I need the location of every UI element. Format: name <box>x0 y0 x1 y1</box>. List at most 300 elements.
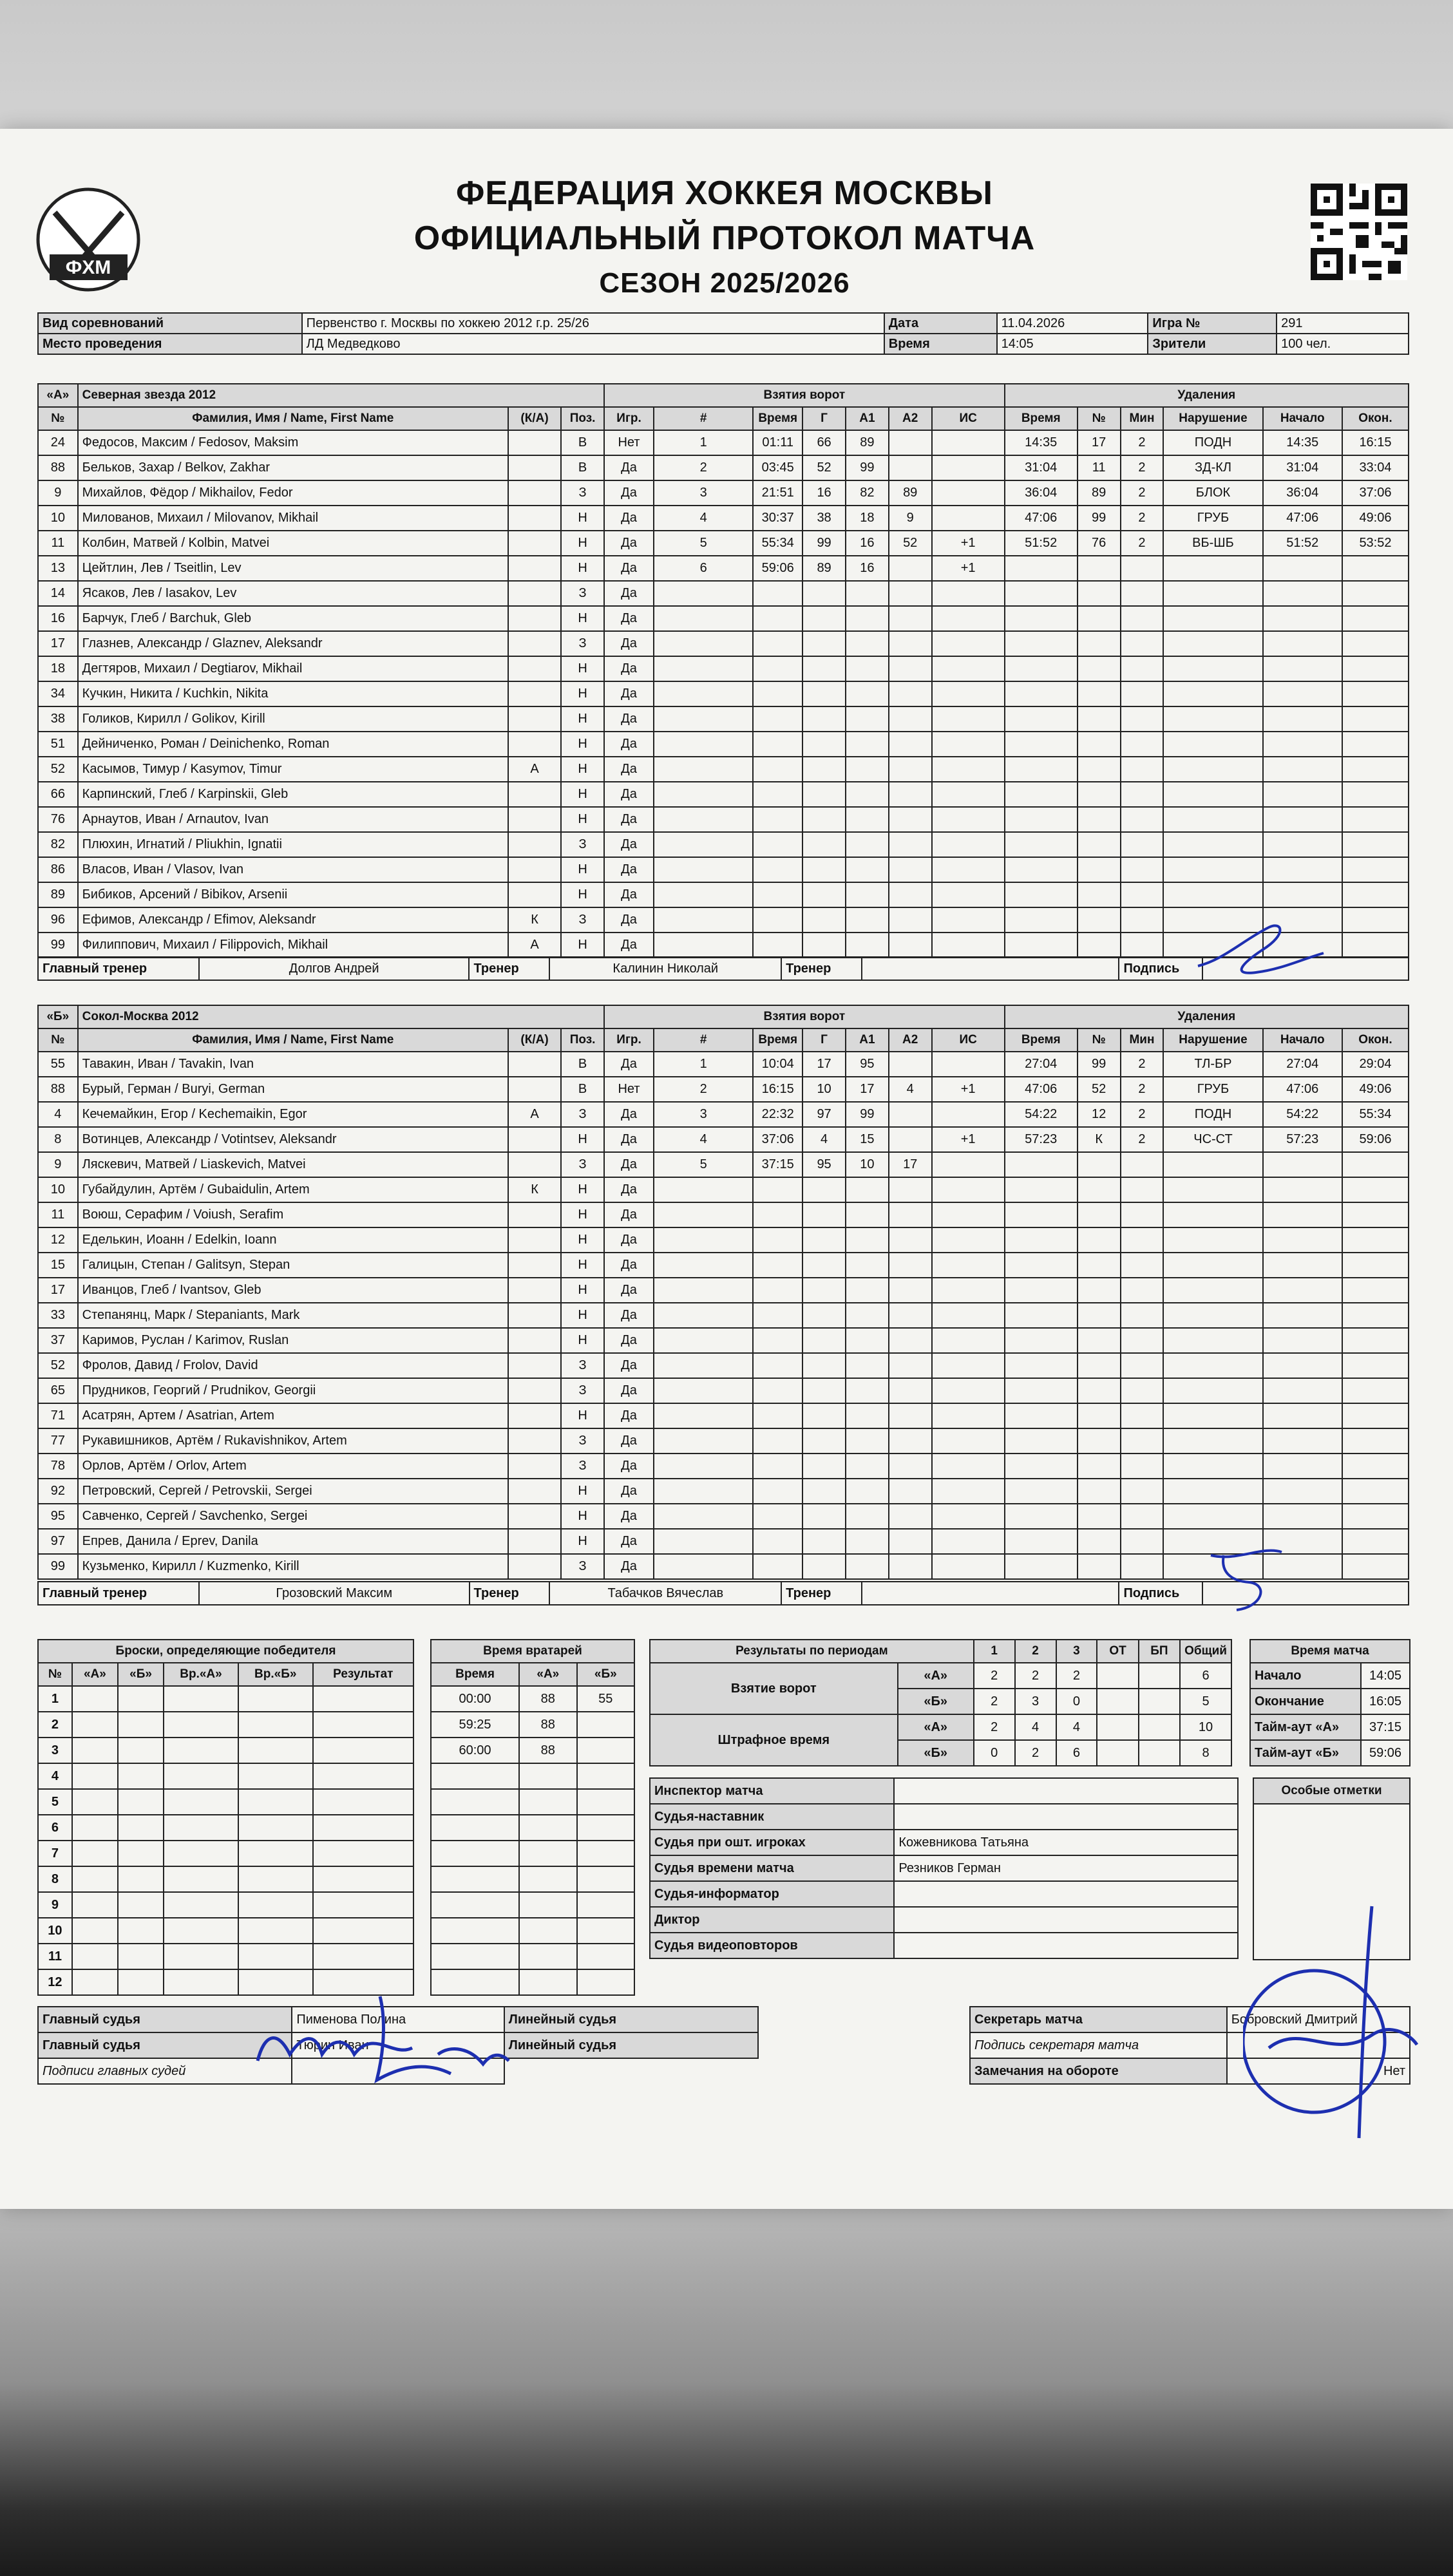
goal-time <box>753 681 802 706</box>
goal-a1 <box>846 857 889 882</box>
player-played: Да <box>604 706 654 732</box>
penalty-no <box>1078 1202 1121 1227</box>
period-value: 0 <box>974 1740 1015 1766</box>
player-number: 24 <box>38 430 78 455</box>
penalty-violation <box>1163 1202 1262 1227</box>
player-position: Н <box>561 1504 604 1529</box>
period-value <box>1139 1714 1180 1740</box>
shootout-cell <box>164 1789 238 1815</box>
penalty-end <box>1342 933 1409 958</box>
player-played: Нет <box>604 430 654 455</box>
shootout-cell <box>238 1712 313 1738</box>
penalty-start <box>1263 732 1342 757</box>
penalty-min <box>1121 1328 1164 1353</box>
player-row <box>38 1428 1409 1454</box>
player-row <box>38 1328 1409 1353</box>
player-played: Да <box>604 1554 654 1579</box>
goal-a1 <box>846 1278 889 1303</box>
penalty-violation <box>1163 1152 1262 1177</box>
player-played: Да <box>604 907 654 933</box>
goalie-time: 60:00 <box>431 1738 519 1763</box>
referees-sign-area <box>292 2058 504 2084</box>
player-number: 17 <box>38 631 78 656</box>
coach-label-2: Тренер <box>781 957 862 980</box>
goal-n: 4 <box>654 506 753 531</box>
goal-g <box>802 933 846 958</box>
penalty-end <box>1342 907 1409 933</box>
period-value <box>1097 1689 1138 1714</box>
player-played: Да <box>604 631 654 656</box>
penalty-min <box>1121 1378 1164 1403</box>
shootout-cell <box>238 1969 313 1995</box>
player-ka <box>508 1127 561 1152</box>
goalie-b <box>577 1892 634 1918</box>
player-played: Нет <box>604 1077 654 1102</box>
goal-n <box>654 1554 753 1579</box>
player-ka <box>508 1403 561 1428</box>
goal-a1 <box>846 1403 889 1428</box>
coach-name-2 <box>862 957 1119 980</box>
match-info-table <box>37 312 1409 355</box>
goalie-b <box>577 1866 634 1892</box>
goal-n <box>654 1428 753 1454</box>
player-ka: А <box>508 1102 561 1127</box>
penalty-start <box>1263 807 1342 832</box>
shootout-cell <box>313 1789 413 1815</box>
player-ka <box>508 882 561 907</box>
goal-n <box>654 1403 753 1428</box>
goal-a1 <box>846 907 889 933</box>
shootout-cell <box>313 1841 413 1866</box>
penalty-min <box>1121 907 1164 933</box>
player-position: Н <box>561 1328 604 1353</box>
official-row <box>650 1907 1238 1933</box>
goal-is <box>932 1504 1005 1529</box>
period-value: 2 <box>974 1714 1015 1740</box>
secretary-label: Секретарь матча <box>970 2007 1227 2032</box>
penalty-no <box>1078 1303 1121 1328</box>
shootout-cell <box>72 1738 118 1763</box>
penalty-violation <box>1163 681 1262 706</box>
penalty-end <box>1342 757 1409 782</box>
penalty-violation: ГРУБ <box>1163 506 1262 531</box>
goal-a2 <box>889 782 932 807</box>
penalty-end <box>1342 1353 1409 1378</box>
goal-n <box>654 1479 753 1504</box>
shootout-cell <box>118 1763 164 1789</box>
goal-g: 4 <box>802 1127 846 1152</box>
penalty-no: 99 <box>1078 1052 1121 1077</box>
goalie-a <box>519 1841 577 1866</box>
player-number: 96 <box>38 907 78 933</box>
penalty-no: 11 <box>1078 455 1121 480</box>
penalty-end <box>1342 1278 1409 1303</box>
team-b-table <box>37 1005 1409 1580</box>
goal-g <box>802 832 846 857</box>
player-number: 4 <box>38 1102 78 1127</box>
official-label: Судья времени матча <box>650 1855 894 1881</box>
logo-text: ФХМ <box>65 257 111 278</box>
referees-table <box>37 2006 759 2085</box>
shootout-number: 6 <box>38 1815 72 1841</box>
player-name: Голиков, Кирилл / Golikov, Kirill <box>78 706 508 732</box>
goal-n <box>654 1227 753 1253</box>
player-number: 66 <box>38 782 78 807</box>
player-row <box>38 782 1409 807</box>
col-header-time: Время <box>753 407 802 430</box>
goal-a1: 16 <box>846 556 889 581</box>
shootout-cell <box>72 1763 118 1789</box>
goal-a1: 99 <box>846 1102 889 1127</box>
player-position: Н <box>561 1253 604 1278</box>
penalty-end <box>1342 1177 1409 1202</box>
goal-g: 89 <box>802 556 846 581</box>
penalty-start: 57:23 <box>1263 1127 1342 1152</box>
goal-a1 <box>846 732 889 757</box>
goal-n <box>654 1177 753 1202</box>
penalty-time <box>1005 656 1078 681</box>
player-ka <box>508 1378 561 1403</box>
goal-time <box>753 907 802 933</box>
shootout-cell <box>238 1944 313 1969</box>
goal-n <box>654 1328 753 1353</box>
player-number: 14 <box>38 581 78 606</box>
penalty-min: 2 <box>1121 1102 1164 1127</box>
goalie-a: 88 <box>519 1712 577 1738</box>
penalty-min <box>1121 1504 1164 1529</box>
period-team: «Б» <box>898 1740 974 1766</box>
shootout-row <box>38 1866 413 1892</box>
penalty-start <box>1263 1403 1342 1428</box>
player-number: 92 <box>38 1479 78 1504</box>
penalty-no: 17 <box>1078 430 1121 455</box>
goals-header: Взятия ворот <box>604 1005 1005 1028</box>
player-row <box>38 1227 1409 1253</box>
goal-is <box>932 1554 1005 1579</box>
shootout-cell <box>72 1866 118 1892</box>
goal-n <box>654 581 753 606</box>
goal-n <box>654 631 753 656</box>
penalty-no <box>1078 1529 1121 1554</box>
penalty-end <box>1342 1529 1409 1554</box>
goal-g <box>802 1504 846 1529</box>
player-number: 34 <box>38 681 78 706</box>
goal-g <box>802 1353 846 1378</box>
penalty-start <box>1263 882 1342 907</box>
player-position: Н <box>561 1479 604 1504</box>
penalty-end <box>1342 706 1409 732</box>
period-team: «А» <box>898 1714 974 1740</box>
goal-a1 <box>846 1479 889 1504</box>
match-time-value: 59:06 <box>1361 1740 1410 1766</box>
penalty-end <box>1342 581 1409 606</box>
goal-a2 <box>889 1102 932 1127</box>
goal-is <box>932 1278 1005 1303</box>
goal-g <box>802 1378 846 1403</box>
penalty-start <box>1263 782 1342 807</box>
match-time-value: 37:15 <box>1361 1714 1410 1740</box>
col-header-no: № <box>38 1028 78 1052</box>
penalty-min <box>1121 1479 1164 1504</box>
player-row <box>38 430 1409 455</box>
player-name: Воюш, Серафим / Voiush, Serafim <box>78 1202 508 1227</box>
head-coach-name: Грозовский Максим <box>199 1582 470 1605</box>
penalty-no <box>1078 1353 1121 1378</box>
shootout-cell <box>72 1944 118 1969</box>
goal-is <box>932 882 1005 907</box>
player-name: Кузьменко, Кирилл / Kuzmenko, Kirill <box>78 1554 508 1579</box>
penalty-no: 52 <box>1078 1077 1121 1102</box>
penalty-no <box>1078 1177 1121 1202</box>
penalty-time <box>1005 631 1078 656</box>
period-value: 4 <box>1056 1714 1097 1740</box>
qr-code-icon <box>1311 184 1407 280</box>
shootout-cell <box>72 1841 118 1866</box>
goal-time <box>753 1378 802 1403</box>
player-number: 99 <box>38 1554 78 1579</box>
goal-a2 <box>889 907 932 933</box>
player-name: Тавакин, Иван / Tavakin, Ivan <box>78 1052 508 1077</box>
goal-time <box>753 807 802 832</box>
goal-a2 <box>889 1278 932 1303</box>
penalty-time <box>1005 1403 1078 1428</box>
penalty-time <box>1005 832 1078 857</box>
goal-time: 22:32 <box>753 1102 802 1127</box>
goalie-row <box>431 1789 634 1815</box>
shootout-cell <box>164 1944 238 1969</box>
player-row <box>38 1152 1409 1177</box>
goal-a2 <box>889 1202 932 1227</box>
player-played: Да <box>604 1353 654 1378</box>
goal-time <box>753 606 802 631</box>
player-position: З <box>561 1428 604 1454</box>
player-ka: А <box>508 757 561 782</box>
player-played: Да <box>604 581 654 606</box>
period-value: 6 <box>1180 1663 1231 1689</box>
goal-is <box>932 807 1005 832</box>
player-played: Да <box>604 681 654 706</box>
goal-is <box>932 656 1005 681</box>
goal-n <box>654 857 753 882</box>
penalty-end <box>1342 1504 1409 1529</box>
player-row <box>38 1529 1409 1554</box>
goal-a1: 95 <box>846 1052 889 1077</box>
penalty-violation <box>1163 1479 1262 1504</box>
penalty-no <box>1078 1403 1121 1428</box>
player-ka <box>508 732 561 757</box>
penalty-start <box>1263 907 1342 933</box>
player-ka <box>508 1529 561 1554</box>
goal-a2 <box>889 556 932 581</box>
shootout-cell <box>164 1763 238 1789</box>
player-played: Да <box>604 1403 654 1428</box>
special-marks-title: Особые отметки <box>1253 1778 1410 1804</box>
shootout-cell <box>118 1789 164 1815</box>
penalty-start: 47:06 <box>1263 506 1342 531</box>
penalty-min <box>1121 1278 1164 1303</box>
penalty-violation <box>1163 882 1262 907</box>
player-row <box>38 1102 1409 1127</box>
player-number: 89 <box>38 882 78 907</box>
penalty-start <box>1263 556 1342 581</box>
penalty-min <box>1121 1353 1164 1378</box>
penalty-min <box>1121 857 1164 882</box>
venue-label: Место проведения <box>38 334 302 354</box>
official-row <box>650 1778 1238 1804</box>
player-played: Да <box>604 1052 654 1077</box>
player-row <box>38 1127 1409 1152</box>
player-ka <box>508 631 561 656</box>
player-row <box>38 882 1409 907</box>
col-header-end: Окон. <box>1342 1028 1409 1052</box>
period-value: 6 <box>1056 1740 1097 1766</box>
player-row <box>38 656 1409 681</box>
penalty-start: 27:04 <box>1263 1052 1342 1077</box>
period-value <box>1097 1714 1138 1740</box>
period-value <box>1097 1663 1138 1689</box>
period-col-3: ОТ <box>1097 1640 1138 1663</box>
goal-time <box>753 1253 802 1278</box>
penalty-no <box>1078 832 1121 857</box>
penalty-no <box>1078 1479 1121 1504</box>
official-label: Судья видеоповторов <box>650 1933 894 1958</box>
penalty-time <box>1005 857 1078 882</box>
goal-is: +1 <box>932 1127 1005 1152</box>
col-header-is: ИС <box>932 407 1005 430</box>
goal-n <box>654 656 753 681</box>
player-name: Глазнев, Александр / Glaznev, Aleksandr <box>78 631 508 656</box>
goal-g <box>802 1403 846 1428</box>
player-row <box>38 556 1409 581</box>
penalty-time <box>1005 757 1078 782</box>
spectators-label: Зрители <box>1148 334 1277 354</box>
shootout-cell <box>164 1892 238 1918</box>
goal-g: 99 <box>802 531 846 556</box>
goal-g: 17 <box>802 1052 846 1077</box>
goal-is <box>932 430 1005 455</box>
penalty-time <box>1005 1328 1078 1353</box>
period-value <box>1139 1740 1180 1766</box>
penalty-end <box>1342 1303 1409 1328</box>
goal-is <box>932 1152 1005 1177</box>
secretary-table <box>969 2006 1410 2085</box>
penalty-violation <box>1163 706 1262 732</box>
goal-is <box>932 907 1005 933</box>
player-played: Да <box>604 1504 654 1529</box>
player-ka <box>508 1152 561 1177</box>
penalty-min: 2 <box>1121 531 1164 556</box>
player-played: Да <box>604 1227 654 1253</box>
goal-is <box>932 1428 1005 1454</box>
game-value: 291 <box>1277 313 1409 334</box>
player-name: Барчук, Глеб / Barchuk, Gleb <box>78 606 508 631</box>
penalty-violation <box>1163 1253 1262 1278</box>
player-played: Да <box>604 757 654 782</box>
goal-g: 10 <box>802 1077 846 1102</box>
player-name: Михайлов, Фёдор / Mikhailov, Fedor <box>78 480 508 506</box>
col-header-time: Время <box>1005 407 1078 430</box>
penalty-min <box>1121 581 1164 606</box>
penalty-violation <box>1163 1227 1262 1253</box>
player-name: Асатрян, Артем / Asatrian, Artem <box>78 1403 508 1428</box>
penalty-no <box>1078 1428 1121 1454</box>
penalty-time: 57:23 <box>1005 1127 1078 1152</box>
goal-n: 5 <box>654 1152 753 1177</box>
goal-is <box>932 1102 1005 1127</box>
penalty-time: 36:04 <box>1005 480 1078 506</box>
player-number: 99 <box>38 933 78 958</box>
player-number: 12 <box>38 1227 78 1253</box>
goal-time <box>753 1554 802 1579</box>
goal-g: 52 <box>802 455 846 480</box>
penalty-min <box>1121 631 1164 656</box>
coach-name: Табачков Вячеслав <box>549 1582 781 1605</box>
main-referee-label: Главный судья <box>38 2007 292 2032</box>
player-row <box>38 1353 1409 1378</box>
goal-a2 <box>889 1454 932 1479</box>
penalty-violation: ГРУБ <box>1163 1077 1262 1102</box>
player-name: Рукавишников, Артём / Rukavishnikov, Artem <box>78 1428 508 1454</box>
col-header-name: Фамилия, Имя / Name, First Name <box>78 407 508 430</box>
penalty-end <box>1342 606 1409 631</box>
penalties-header: Удаления <box>1005 384 1409 407</box>
player-row <box>38 857 1409 882</box>
period-value: 2 <box>974 1689 1015 1714</box>
goal-a1 <box>846 1202 889 1227</box>
team-tag: «А» <box>38 384 78 407</box>
player-played: Да <box>604 1428 654 1454</box>
goalie-row <box>431 1686 634 1712</box>
shootout-cell <box>313 1763 413 1789</box>
penalty-violation <box>1163 807 1262 832</box>
penalty-no: 89 <box>1078 480 1121 506</box>
col-header-violation: Нарушение <box>1163 1028 1262 1052</box>
penalty-time <box>1005 1529 1078 1554</box>
goal-is <box>932 832 1005 857</box>
penalty-min: 2 <box>1121 455 1164 480</box>
main-referee-label-2: Главный судья <box>38 2032 292 2058</box>
goal-a2 <box>889 631 932 656</box>
goal-g <box>802 1278 846 1303</box>
goal-g: 95 <box>802 1152 846 1177</box>
goal-a1 <box>846 1554 889 1579</box>
goal-a1: 10 <box>846 1152 889 1177</box>
team-name: Северная звезда 2012 <box>78 384 604 407</box>
col-header-played: Игр. <box>604 407 654 430</box>
shootout-cell <box>164 1738 238 1763</box>
goal-n: 2 <box>654 1077 753 1102</box>
goal-time <box>753 1278 802 1303</box>
goalie-b <box>577 1815 634 1841</box>
penalty-start <box>1263 1504 1342 1529</box>
player-row <box>38 1278 1409 1303</box>
penalty-end <box>1342 1378 1409 1403</box>
penalty-start: 54:22 <box>1263 1102 1342 1127</box>
penalty-violation <box>1163 782 1262 807</box>
penalty-violation <box>1163 832 1262 857</box>
penalty-no <box>1078 933 1121 958</box>
penalty-end: 29:04 <box>1342 1052 1409 1077</box>
player-position: З <box>561 1102 604 1127</box>
goal-time <box>753 1202 802 1227</box>
player-ka <box>508 1253 561 1278</box>
goalie-a <box>519 1789 577 1815</box>
penalty-end <box>1342 631 1409 656</box>
goal-a1: 17 <box>846 1077 889 1102</box>
player-played: Да <box>604 556 654 581</box>
penalty-no <box>1078 581 1121 606</box>
player-name: Кучкин, Никита / Kuchkin, Nikita <box>78 681 508 706</box>
